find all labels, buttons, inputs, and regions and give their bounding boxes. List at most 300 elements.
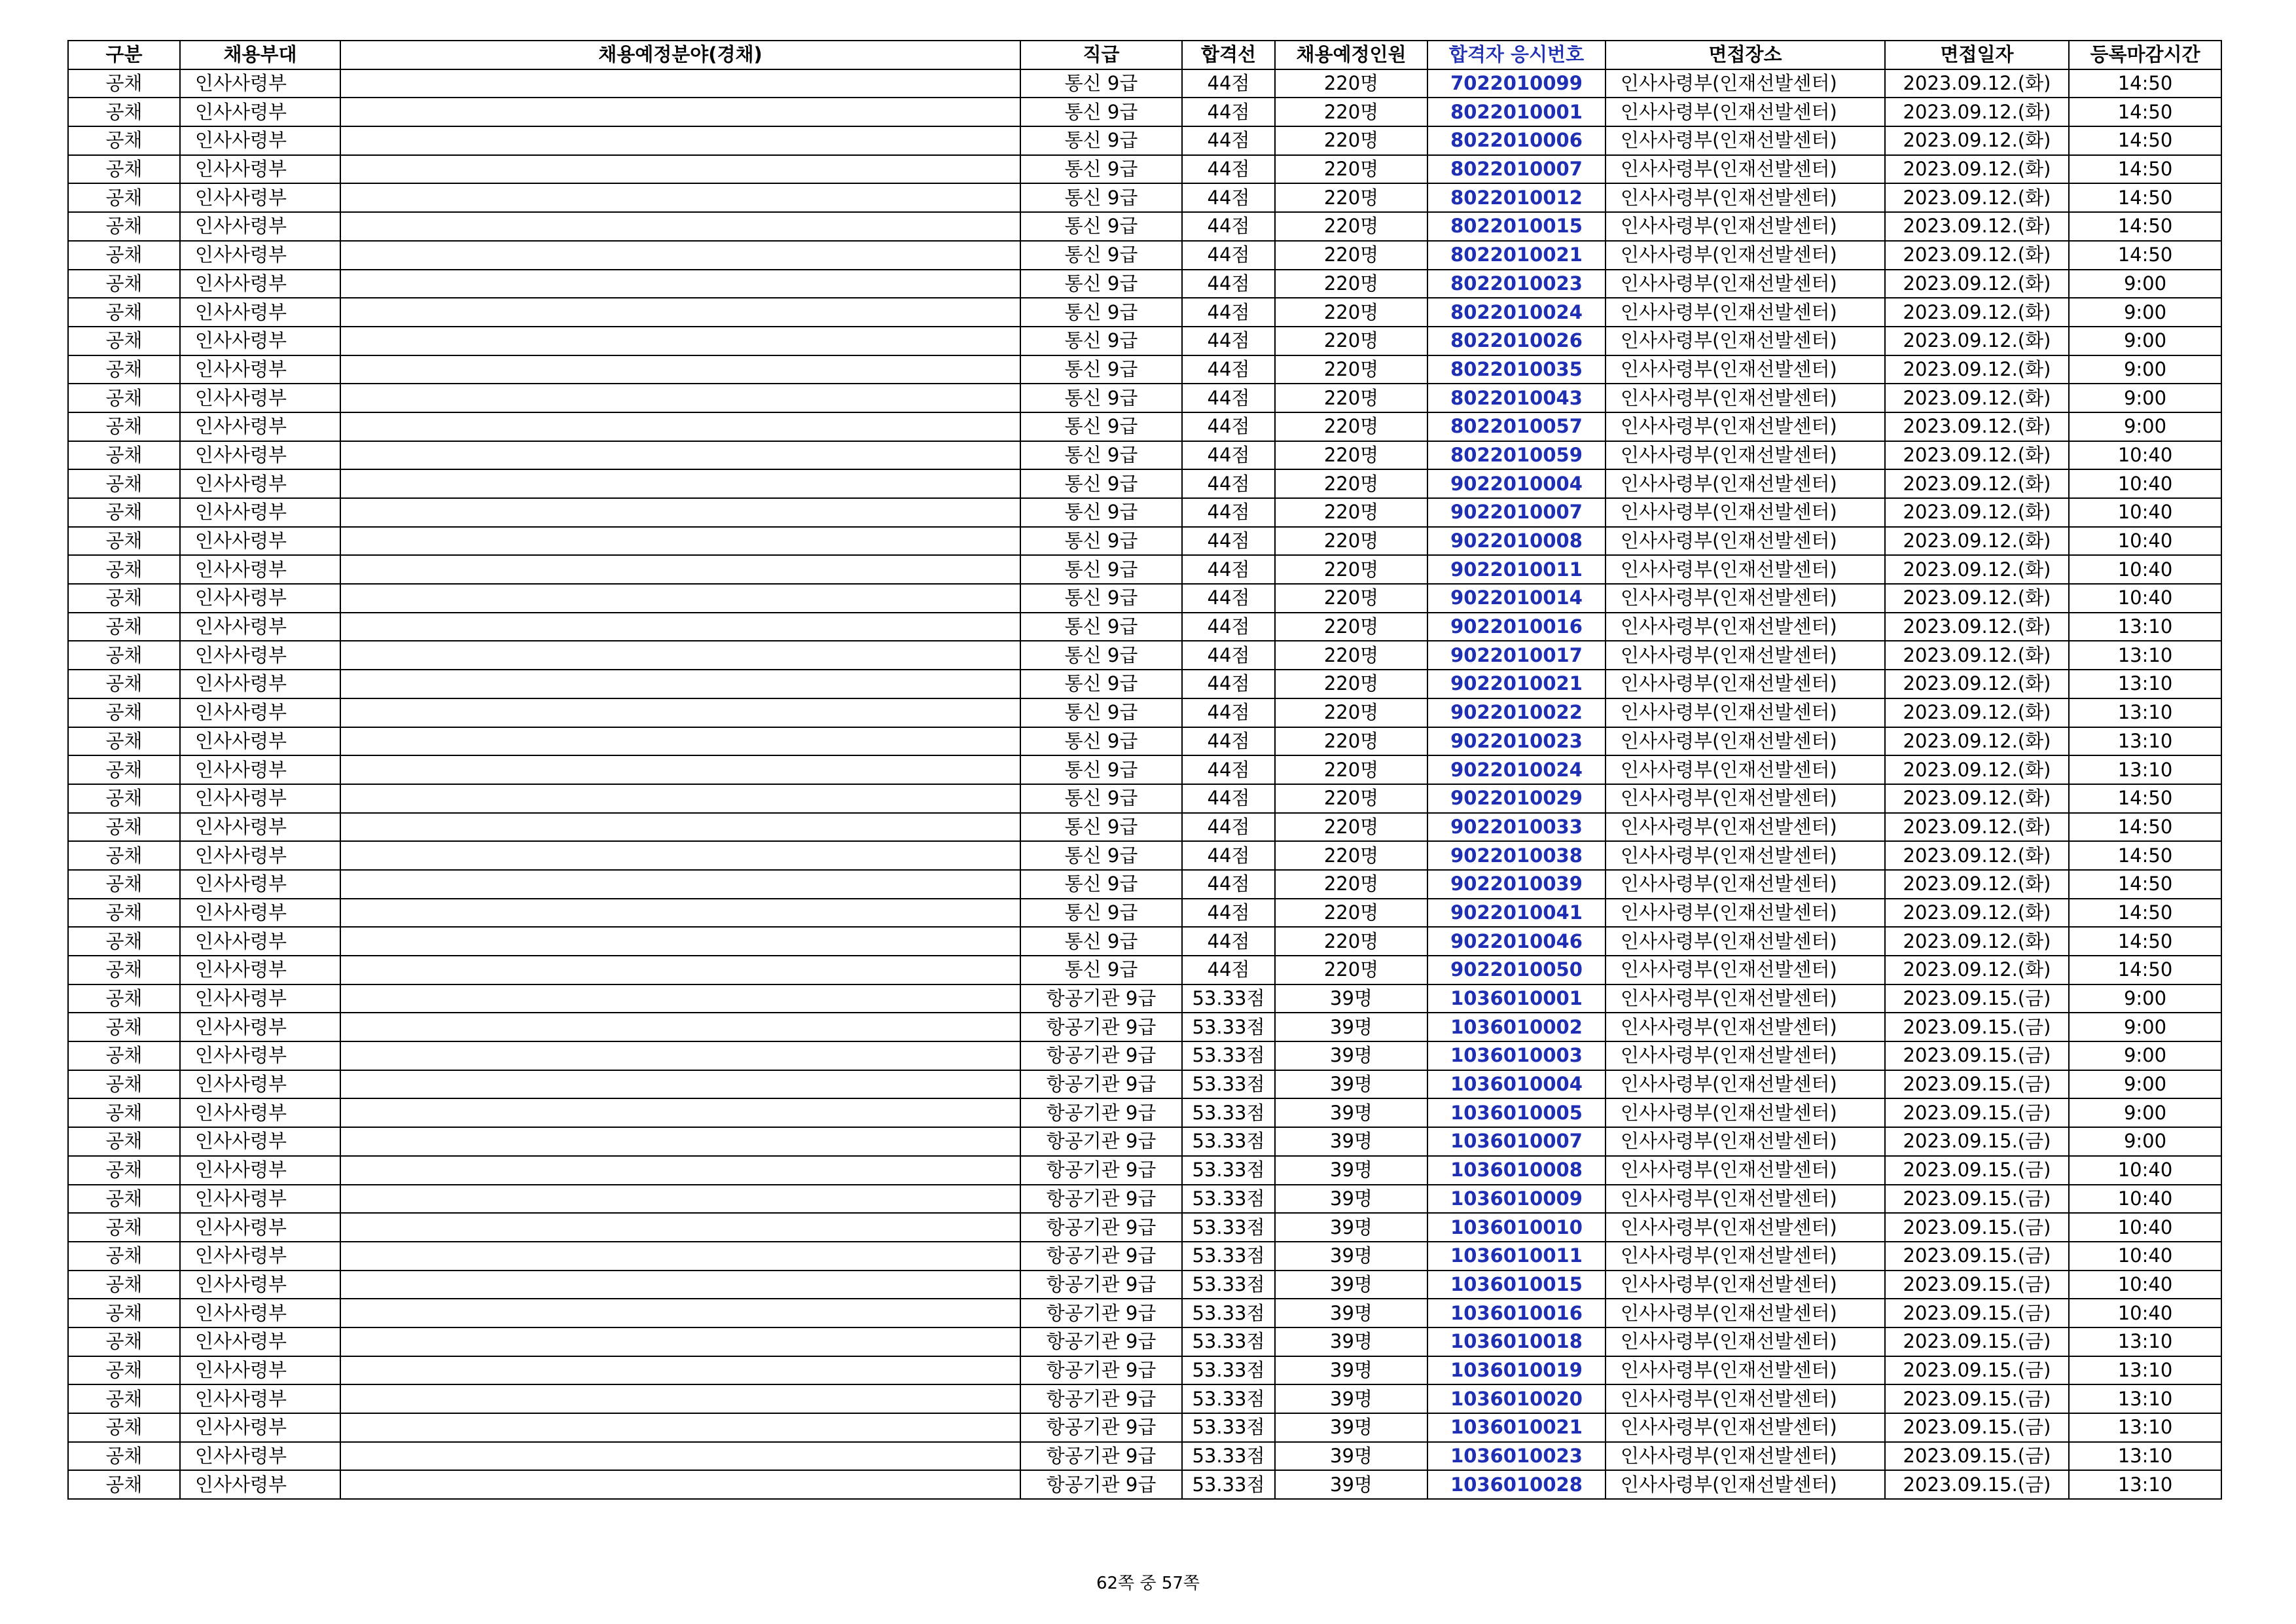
table-row	[68, 927, 2221, 956]
cell-deadline: 10:40	[2069, 1242, 2221, 1271]
cell-date: 2023.09.12.(화)	[1885, 498, 2069, 527]
cell-category: 공채	[68, 956, 180, 984]
cell-category: 공채	[68, 270, 180, 298]
cell-date: 2023.09.12.(화)	[1885, 69, 2069, 98]
cell-exam-number: 1036010008	[1427, 1156, 1605, 1185]
cell-exam-number: 1036010021	[1427, 1413, 1605, 1442]
cell-location: 인사사령부(인재선발센터)	[1605, 183, 1885, 212]
cell-exam-number: 1036010010	[1427, 1213, 1605, 1242]
cell-rank: 항공기관 9급	[1020, 1470, 1182, 1499]
cell-cutoff: 44점	[1182, 784, 1275, 813]
cell-category: 공채	[68, 298, 180, 327]
cell-date: 2023.09.15.(금)	[1885, 1242, 2069, 1271]
cell-cutoff: 44점	[1182, 155, 1275, 184]
cell-deadline: 14:50	[2069, 183, 2221, 212]
cell-deadline: 9:00	[2069, 1013, 2221, 1041]
cell-date: 2023.09.12.(화)	[1885, 469, 2069, 498]
cell-cutoff: 44점	[1182, 927, 1275, 956]
cell-quota: 220명	[1275, 584, 1427, 613]
cell-field	[340, 1041, 1020, 1070]
cell-date: 2023.09.15.(금)	[1885, 1356, 2069, 1385]
cell-location: 인사사령부(인재선발센터)	[1605, 412, 1885, 441]
cell-location: 인사사령부(인재선발센터)	[1605, 698, 1885, 727]
cell-location: 인사사령부(인재선발센터)	[1605, 69, 1885, 98]
cell-category: 공채	[68, 126, 180, 155]
cell-rank: 통신 9급	[1020, 212, 1182, 241]
cell-field	[340, 498, 1020, 527]
cell-cutoff: 53.33점	[1182, 1327, 1275, 1356]
cell-unit: 인사사령부	[180, 1413, 340, 1442]
cell-quota: 220명	[1275, 813, 1427, 842]
cell-cutoff: 44점	[1182, 327, 1275, 355]
cell-unit: 인사사령부	[180, 727, 340, 756]
cell-deadline: 10:40	[2069, 1156, 2221, 1185]
cell-quota: 220명	[1275, 241, 1427, 270]
cell-rank: 통신 9급	[1020, 155, 1182, 184]
cell-quota: 220명	[1275, 527, 1427, 556]
cell-unit: 인사사령부	[180, 270, 340, 298]
cell-category: 공채	[68, 384, 180, 412]
table-row	[68, 1384, 2221, 1413]
cell-location: 인사사령부(인재선발센터)	[1605, 126, 1885, 155]
cell-cutoff: 53.33점	[1182, 1442, 1275, 1471]
cell-field	[340, 1384, 1020, 1413]
cell-exam-number: 9022010022	[1427, 698, 1605, 727]
cell-category: 공채	[68, 155, 180, 184]
cell-deadline: 14:50	[2069, 784, 2221, 813]
cell-rank: 통신 9급	[1020, 384, 1182, 412]
table-row	[68, 956, 2221, 984]
cell-unit: 인사사령부	[180, 613, 340, 641]
cell-category: 공채	[68, 1098, 180, 1127]
cell-rank: 통신 9급	[1020, 241, 1182, 270]
cell-field	[340, 1185, 1020, 1214]
cell-unit: 인사사령부	[180, 412, 340, 441]
cell-location: 인사사령부(인재선발센터)	[1605, 1098, 1885, 1127]
cell-rank: 통신 9급	[1020, 469, 1182, 498]
table-row	[68, 1185, 2221, 1214]
cell-date: 2023.09.12.(화)	[1885, 384, 2069, 412]
cell-field	[340, 670, 1020, 698]
cell-deadline: 14:50	[2069, 98, 2221, 126]
cell-exam-number: 1036010016	[1427, 1299, 1605, 1327]
table-row	[68, 212, 2221, 241]
table-row	[68, 1442, 2221, 1471]
cell-unit: 인사사령부	[180, 527, 340, 556]
cell-category: 공채	[68, 327, 180, 355]
cell-category: 공채	[68, 441, 180, 470]
cell-date: 2023.09.12.(화)	[1885, 298, 2069, 327]
cell-deadline: 9:00	[2069, 412, 2221, 441]
cell-rank: 항공기관 9급	[1020, 1356, 1182, 1385]
cell-exam-number: 9022010021	[1427, 670, 1605, 698]
cell-deadline: 13:10	[2069, 1384, 2221, 1413]
cell-deadline: 10:40	[2069, 584, 2221, 613]
cell-deadline: 14:50	[2069, 69, 2221, 98]
cell-quota: 220명	[1275, 355, 1427, 384]
cell-location: 인사사령부(인재선발센터)	[1605, 155, 1885, 184]
cell-unit: 인사사령부	[180, 1242, 340, 1271]
cell-cutoff: 53.33점	[1182, 1356, 1275, 1385]
cell-rank: 통신 9급	[1020, 670, 1182, 698]
cell-cutoff: 44점	[1182, 183, 1275, 212]
cell-category: 공채	[68, 698, 180, 727]
cell-rank: 통신 9급	[1020, 555, 1182, 584]
cell-field	[340, 1242, 1020, 1271]
cell-category: 공채	[68, 613, 180, 641]
cell-exam-number: 9022010011	[1427, 555, 1605, 584]
cell-unit: 인사사령부	[180, 1299, 340, 1327]
cell-unit: 인사사령부	[180, 384, 340, 412]
cell-field	[340, 98, 1020, 126]
cell-deadline: 10:40	[2069, 1299, 2221, 1327]
cell-cutoff: 53.33점	[1182, 1470, 1275, 1499]
cell-unit: 인사사령부	[180, 441, 340, 470]
cell-field	[340, 841, 1020, 870]
cell-deadline: 10:40	[2069, 498, 2221, 527]
table-row	[68, 670, 2221, 698]
cell-cutoff: 53.33점	[1182, 1213, 1275, 1242]
table-row	[68, 384, 2221, 412]
cell-cutoff: 44점	[1182, 355, 1275, 384]
cell-field	[340, 241, 1020, 270]
cell-field	[340, 441, 1020, 470]
cell-rank: 항공기관 9급	[1020, 1013, 1182, 1041]
cell-location: 인사사령부(인재선발센터)	[1605, 1271, 1885, 1299]
cell-unit: 인사사령부	[180, 1356, 340, 1385]
cell-quota: 39명	[1275, 1413, 1427, 1442]
cell-quota: 39명	[1275, 1127, 1427, 1156]
cell-field	[340, 927, 1020, 956]
cell-exam-number: 8022010035	[1427, 355, 1605, 384]
col-header-rank: 직급	[1020, 41, 1182, 69]
cell-date: 2023.09.12.(화)	[1885, 527, 2069, 556]
cell-cutoff: 44점	[1182, 126, 1275, 155]
cell-location: 인사사령부(인재선발센터)	[1605, 1413, 1885, 1442]
cell-exam-number: 8022010015	[1427, 212, 1605, 241]
cell-category: 공채	[68, 69, 180, 98]
cell-field	[340, 327, 1020, 355]
cell-quota: 220명	[1275, 755, 1427, 784]
cell-rank: 통신 9급	[1020, 126, 1182, 155]
cell-category: 공채	[68, 355, 180, 384]
cell-category: 공채	[68, 1242, 180, 1271]
cell-date: 2023.09.12.(화)	[1885, 641, 2069, 670]
cell-field	[340, 1470, 1020, 1499]
cell-rank: 통신 9급	[1020, 498, 1182, 527]
cell-unit: 인사사령부	[180, 183, 340, 212]
table-row	[68, 1299, 2221, 1327]
cell-date: 2023.09.12.(화)	[1885, 813, 2069, 842]
cell-quota: 39명	[1275, 984, 1427, 1013]
table-row	[68, 784, 2221, 813]
cell-cutoff: 53.33점	[1182, 1098, 1275, 1127]
cell-date: 2023.09.12.(화)	[1885, 670, 2069, 698]
cell-cutoff: 44점	[1182, 98, 1275, 126]
cell-category: 공채	[68, 1356, 180, 1385]
table-row	[68, 298, 2221, 327]
cell-date: 2023.09.15.(금)	[1885, 1156, 2069, 1185]
cell-cutoff: 44점	[1182, 698, 1275, 727]
cell-cutoff: 44점	[1182, 270, 1275, 298]
cell-exam-number: 8022010024	[1427, 298, 1605, 327]
cell-rank: 통신 9급	[1020, 755, 1182, 784]
cell-quota: 39명	[1275, 1213, 1427, 1242]
cell-field	[340, 355, 1020, 384]
cell-location: 인사사령부(인재선발센터)	[1605, 727, 1885, 756]
cell-date: 2023.09.12.(화)	[1885, 927, 2069, 956]
cell-deadline: 14:50	[2069, 956, 2221, 984]
cell-unit: 인사사령부	[180, 355, 340, 384]
cell-quota: 39명	[1275, 1442, 1427, 1471]
cell-category: 공채	[68, 1470, 180, 1499]
cell-deadline: 9:00	[2069, 1127, 2221, 1156]
cell-quota: 220명	[1275, 327, 1427, 355]
cell-category: 공채	[68, 784, 180, 813]
table-row	[68, 727, 2221, 756]
cell-location: 인사사령부(인재선발센터)	[1605, 527, 1885, 556]
cell-deadline: 14:50	[2069, 212, 2221, 241]
cell-deadline: 13:10	[2069, 641, 2221, 670]
cell-field	[340, 1098, 1020, 1127]
cell-unit: 인사사령부	[180, 1070, 340, 1099]
cell-field	[340, 698, 1020, 727]
cell-location: 인사사령부(인재선발센터)	[1605, 1185, 1885, 1214]
cell-location: 인사사령부(인재선발센터)	[1605, 469, 1885, 498]
cell-quota: 220명	[1275, 841, 1427, 870]
cell-unit: 인사사령부	[180, 1384, 340, 1413]
cell-deadline: 14:50	[2069, 126, 2221, 155]
cell-cutoff: 44점	[1182, 870, 1275, 899]
cell-field	[340, 899, 1020, 928]
cell-category: 공채	[68, 1127, 180, 1156]
cell-exam-number: 8022010001	[1427, 98, 1605, 126]
cell-deadline: 9:00	[2069, 1070, 2221, 1099]
cell-field	[340, 984, 1020, 1013]
table-row	[68, 1213, 2221, 1242]
cell-deadline: 9:00	[2069, 984, 2221, 1013]
cell-location: 인사사령부(인재선발센터)	[1605, 498, 1885, 527]
cell-field	[340, 1271, 1020, 1299]
cell-location: 인사사령부(인재선발센터)	[1605, 1356, 1885, 1385]
cell-date: 2023.09.12.(화)	[1885, 698, 2069, 727]
cell-exam-number: 8022010007	[1427, 155, 1605, 184]
cell-field	[340, 298, 1020, 327]
cell-rank: 항공기관 9급	[1020, 1070, 1182, 1099]
page-number: 62쪽 중 57쪽	[1096, 1574, 1200, 1593]
cell-exam-number: 9022010024	[1427, 755, 1605, 784]
cell-rank: 항공기관 9급	[1020, 1299, 1182, 1327]
cell-date: 2023.09.12.(화)	[1885, 841, 2069, 870]
cell-category: 공채	[68, 1442, 180, 1471]
cell-date: 2023.09.15.(금)	[1885, 1384, 2069, 1413]
cell-field	[340, 126, 1020, 155]
cell-deadline: 13:10	[2069, 613, 2221, 641]
cell-rank: 통신 9급	[1020, 183, 1182, 212]
cell-field	[340, 1442, 1020, 1471]
cell-rank: 통신 9급	[1020, 412, 1182, 441]
cell-quota: 220명	[1275, 212, 1427, 241]
cell-quota: 220명	[1275, 870, 1427, 899]
cell-field	[340, 412, 1020, 441]
cell-unit: 인사사령부	[180, 498, 340, 527]
cell-exam-number: 1036010002	[1427, 1013, 1605, 1041]
cell-location: 인사사령부(인재선발센터)	[1605, 1470, 1885, 1499]
cell-rank: 항공기관 9급	[1020, 1213, 1182, 1242]
cell-category: 공채	[68, 1156, 180, 1185]
cell-date: 2023.09.12.(화)	[1885, 727, 2069, 756]
cell-category: 공채	[68, 98, 180, 126]
results-sheet	[67, 40, 2221, 1500]
cell-exam-number: 1036010003	[1427, 1041, 1605, 1070]
cell-location: 인사사령부(인재선발센터)	[1605, 1442, 1885, 1471]
cell-exam-number: 1036010009	[1427, 1185, 1605, 1214]
cell-cutoff: 44점	[1182, 441, 1275, 470]
cell-location: 인사사령부(인재선발센터)	[1605, 1041, 1885, 1070]
table-row	[68, 1156, 2221, 1185]
cell-quota: 220명	[1275, 270, 1427, 298]
cell-category: 공채	[68, 469, 180, 498]
cell-field	[340, 1070, 1020, 1099]
cell-deadline: 14:50	[2069, 241, 2221, 270]
table-row	[68, 813, 2221, 842]
cell-location: 인사사령부(인재선발센터)	[1605, 984, 1885, 1013]
cell-quota: 39명	[1275, 1271, 1427, 1299]
cell-date: 2023.09.12.(화)	[1885, 899, 2069, 928]
cell-quota: 39명	[1275, 1013, 1427, 1041]
cell-date: 2023.09.12.(화)	[1885, 584, 2069, 613]
table-row	[68, 98, 2221, 126]
cell-date: 2023.09.12.(화)	[1885, 613, 2069, 641]
cell-category: 공채	[68, 813, 180, 842]
cell-unit: 인사사령부	[180, 241, 340, 270]
cell-unit: 인사사령부	[180, 670, 340, 698]
cell-date: 2023.09.12.(화)	[1885, 555, 2069, 584]
cell-location: 인사사령부(인재선발센터)	[1605, 784, 1885, 813]
cell-rank: 통신 9급	[1020, 327, 1182, 355]
cell-rank: 통신 9급	[1020, 69, 1182, 98]
cell-unit: 인사사령부	[180, 327, 340, 355]
cell-rank: 통신 9급	[1020, 870, 1182, 899]
cell-date: 2023.09.12.(화)	[1885, 441, 2069, 470]
cell-exam-number: 9022010008	[1427, 527, 1605, 556]
col-header-cutoff: 합격선	[1182, 41, 1275, 69]
cell-rank: 통신 9급	[1020, 355, 1182, 384]
cell-exam-number: 9022010041	[1427, 899, 1605, 928]
cell-location: 인사사령부(인재선발센터)	[1605, 241, 1885, 270]
cell-deadline: 10:40	[2069, 469, 2221, 498]
table-row	[68, 584, 2221, 613]
cell-quota: 220명	[1275, 670, 1427, 698]
cell-unit: 인사사령부	[180, 841, 340, 870]
cell-unit: 인사사령부	[180, 813, 340, 842]
cell-deadline: 10:40	[2069, 555, 2221, 584]
cell-exam-number: 9022010039	[1427, 870, 1605, 899]
cell-rank: 항공기관 9급	[1020, 1098, 1182, 1127]
cell-unit: 인사사령부	[180, 1156, 340, 1185]
cell-category: 공채	[68, 555, 180, 584]
cell-rank: 항공기관 9급	[1020, 1156, 1182, 1185]
table-row	[68, 1098, 2221, 1127]
table-row	[68, 355, 2221, 384]
cell-cutoff: 53.33점	[1182, 1127, 1275, 1156]
cell-rank: 통신 9급	[1020, 813, 1182, 842]
table-row	[68, 641, 2221, 670]
cell-location: 인사사령부(인재선발센터)	[1605, 956, 1885, 984]
cell-quota: 39명	[1275, 1185, 1427, 1214]
table-row	[68, 1413, 2221, 1442]
cell-rank: 항공기관 9급	[1020, 1384, 1182, 1413]
cell-field	[340, 1327, 1020, 1356]
cell-exam-number: 9022010038	[1427, 841, 1605, 870]
cell-category: 공채	[68, 183, 180, 212]
table-row	[68, 841, 2221, 870]
cell-field	[340, 183, 1020, 212]
cell-field	[340, 384, 1020, 412]
cell-exam-number: 1036010011	[1427, 1242, 1605, 1271]
cell-unit: 인사사령부	[180, 1470, 340, 1499]
cell-deadline: 14:50	[2069, 927, 2221, 956]
cell-category: 공채	[68, 1041, 180, 1070]
cell-exam-number: 1036010004	[1427, 1070, 1605, 1099]
cell-exam-number: 1036010015	[1427, 1271, 1605, 1299]
cell-date: 2023.09.15.(금)	[1885, 1127, 2069, 1156]
cell-cutoff: 44점	[1182, 298, 1275, 327]
cell-quota: 39명	[1275, 1070, 1427, 1099]
cell-field	[340, 613, 1020, 641]
cell-unit: 인사사령부	[180, 1041, 340, 1070]
cell-rank: 통신 9급	[1020, 613, 1182, 641]
cell-quota: 39명	[1275, 1356, 1427, 1385]
cell-category: 공채	[68, 1413, 180, 1442]
table-row	[68, 155, 2221, 184]
cell-deadline: 10:40	[2069, 1213, 2221, 1242]
cell-location: 인사사령부(인재선발센터)	[1605, 670, 1885, 698]
cell-date: 2023.09.12.(화)	[1885, 241, 2069, 270]
cell-date: 2023.09.12.(화)	[1885, 98, 2069, 126]
cell-deadline: 10:40	[2069, 527, 2221, 556]
cell-exam-number: 1036010007	[1427, 1127, 1605, 1156]
cell-cutoff: 53.33점	[1182, 1242, 1275, 1271]
col-header-date: 면접일자	[1885, 41, 2069, 69]
cell-quota: 220명	[1275, 956, 1427, 984]
cell-exam-number: 8022010043	[1427, 384, 1605, 412]
cell-exam-number: 9022010050	[1427, 956, 1605, 984]
cell-exam-number: 8022010057	[1427, 412, 1605, 441]
cell-unit: 인사사령부	[180, 1213, 340, 1242]
cell-unit: 인사사령부	[180, 584, 340, 613]
cell-cutoff: 53.33점	[1182, 1299, 1275, 1327]
cell-date: 2023.09.15.(금)	[1885, 1013, 2069, 1041]
cell-location: 인사사령부(인재선발센터)	[1605, 1013, 1885, 1041]
cell-category: 공채	[68, 727, 180, 756]
cell-deadline: 13:10	[2069, 1442, 2221, 1471]
table-row	[68, 899, 2221, 928]
cell-cutoff: 44점	[1182, 469, 1275, 498]
cell-exam-number: 9022010017	[1427, 641, 1605, 670]
cell-deadline: 14:50	[2069, 155, 2221, 184]
table-row	[68, 1013, 2221, 1041]
cell-unit: 인사사령부	[180, 784, 340, 813]
cell-quota: 39명	[1275, 1327, 1427, 1356]
cell-date: 2023.09.12.(화)	[1885, 212, 2069, 241]
cell-field	[340, 155, 1020, 184]
table-row	[68, 1271, 2221, 1299]
cell-deadline: 13:10	[2069, 1356, 2221, 1385]
cell-exam-number: 1036010018	[1427, 1327, 1605, 1356]
table-row	[68, 1356, 2221, 1385]
cell-category: 공채	[68, 241, 180, 270]
